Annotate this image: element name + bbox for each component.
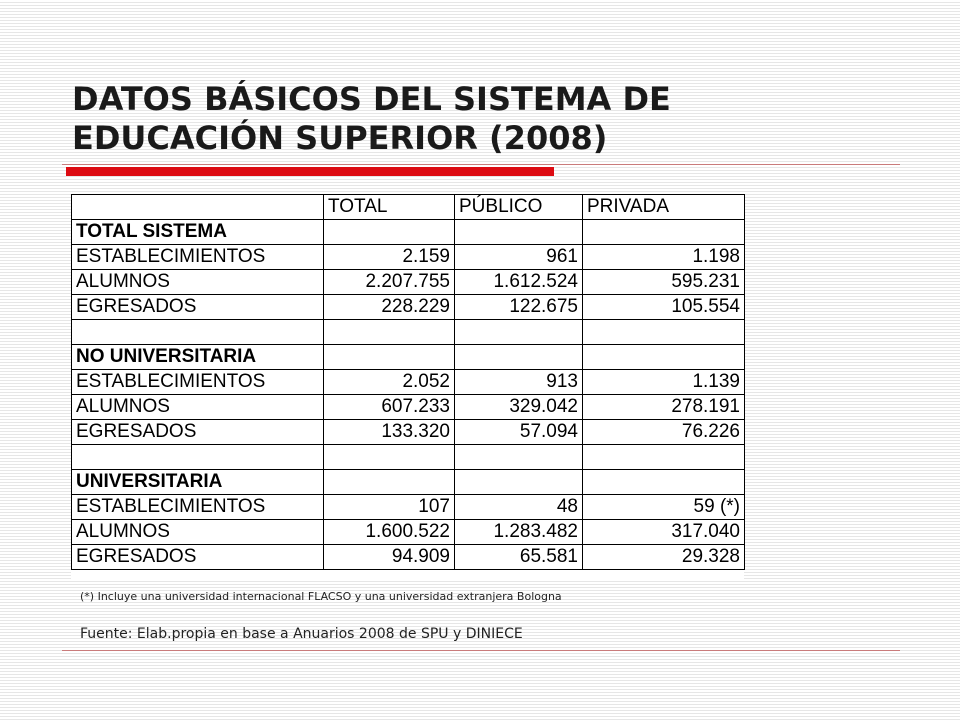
section-label: UNIVERSITARIA	[72, 470, 324, 495]
table-cell: 2.052	[324, 370, 455, 395]
table-row	[72, 295, 745, 320]
table-cell: 595.231	[583, 270, 745, 295]
table-cell: 65.581	[455, 545, 583, 570]
table-row-section-total-sistema	[72, 220, 745, 245]
row-label: ESTABLECIMIENTOS	[72, 370, 324, 395]
section-label: NO UNIVERSITARIA	[72, 345, 324, 370]
table-cell	[324, 345, 455, 370]
table-cell	[583, 345, 745, 370]
table-row	[72, 370, 745, 395]
table-cell: 48	[455, 495, 583, 520]
table-cell	[455, 345, 583, 370]
table-row	[72, 545, 745, 570]
table-cell: 228.229	[324, 295, 455, 320]
table-cell	[583, 220, 745, 245]
table-cell: 1.139	[583, 370, 745, 395]
table-cell	[583, 445, 745, 470]
section-label: TOTAL SISTEMA	[72, 220, 324, 245]
table-row-section-universitaria	[72, 470, 745, 495]
header-cell-blank	[72, 195, 324, 220]
table-cell	[455, 220, 583, 245]
table-cell	[72, 445, 324, 470]
table-cell: 59 (*)	[583, 495, 745, 520]
row-label: ALUMNOS	[72, 520, 324, 545]
slide-title-line-1: DATOS BÁSICOS DEL SISTEMA DE	[72, 80, 671, 118]
slide-title	[72, 80, 872, 158]
row-label: EGRESADOS	[72, 420, 324, 445]
table-cell: 122.675	[455, 295, 583, 320]
table-cell: 105.554	[583, 295, 745, 320]
table-cell	[72, 320, 324, 345]
data-table-container	[71, 194, 744, 580]
education-data-table	[71, 194, 745, 570]
table-cell	[455, 320, 583, 345]
table-row-spacer	[72, 445, 745, 470]
table-row	[72, 420, 745, 445]
header-cell-privada: PRIVADA	[583, 195, 745, 220]
footnote: (*) Incluye una universidad internacional FLACSO y una universidad extranjera Bologna	[80, 590, 562, 603]
table-cell: 57.094	[455, 420, 583, 445]
table-cell: 107	[324, 495, 455, 520]
row-label: ALUMNOS	[72, 395, 324, 420]
table-header-row	[72, 195, 745, 220]
table-cell: 1.198	[583, 245, 745, 270]
slide-title-line-2: EDUCACIÓN SUPERIOR (2008)	[72, 119, 608, 157]
row-label: EGRESADOS	[72, 295, 324, 320]
table-row	[72, 245, 745, 270]
row-label: ESTABLECIMIENTOS	[72, 245, 324, 270]
table-row-section-no-universitaria	[72, 345, 745, 370]
table-cell: 913	[455, 370, 583, 395]
table-cell: 329.042	[455, 395, 583, 420]
table-cell: 1.283.482	[455, 520, 583, 545]
table-row	[72, 495, 745, 520]
table-cell	[455, 470, 583, 495]
table-cell: 607.233	[324, 395, 455, 420]
table-cell: 961	[455, 245, 583, 270]
table-cell	[324, 470, 455, 495]
table-cell	[324, 320, 455, 345]
source-note: Fuente: Elab.propia en base a Anuarios 2008 de SPU y DINIECE	[80, 626, 523, 642]
table-cell: 2.159	[324, 245, 455, 270]
row-label: ALUMNOS	[72, 270, 324, 295]
table-cell	[583, 320, 745, 345]
table-cell	[583, 470, 745, 495]
table-cell: 317.040	[583, 520, 745, 545]
table-cell: 278.191	[583, 395, 745, 420]
table-row	[72, 520, 745, 545]
table-row	[72, 395, 745, 420]
row-label: EGRESADOS	[72, 545, 324, 570]
table-cell	[324, 445, 455, 470]
table-row-spacer	[72, 320, 745, 345]
table-cell: 133.320	[324, 420, 455, 445]
table-row	[72, 270, 745, 295]
table-cell: 2.207.755	[324, 270, 455, 295]
table-cell: 76.226	[583, 420, 745, 445]
title-divider-line	[62, 164, 900, 165]
table-cell: 1.612.524	[455, 270, 583, 295]
table-cell: 29.328	[583, 545, 745, 570]
bottom-divider-line	[62, 650, 900, 651]
row-label: ESTABLECIMIENTOS	[72, 495, 324, 520]
title-accent-bar	[66, 167, 554, 176]
header-cell-total: TOTAL	[324, 195, 455, 220]
table-cell: 1.600.522	[324, 520, 455, 545]
table-cell	[324, 220, 455, 245]
table-cell: 94.909	[324, 545, 455, 570]
table-cell	[455, 445, 583, 470]
header-cell-publico: PÚBLICO	[455, 195, 583, 220]
